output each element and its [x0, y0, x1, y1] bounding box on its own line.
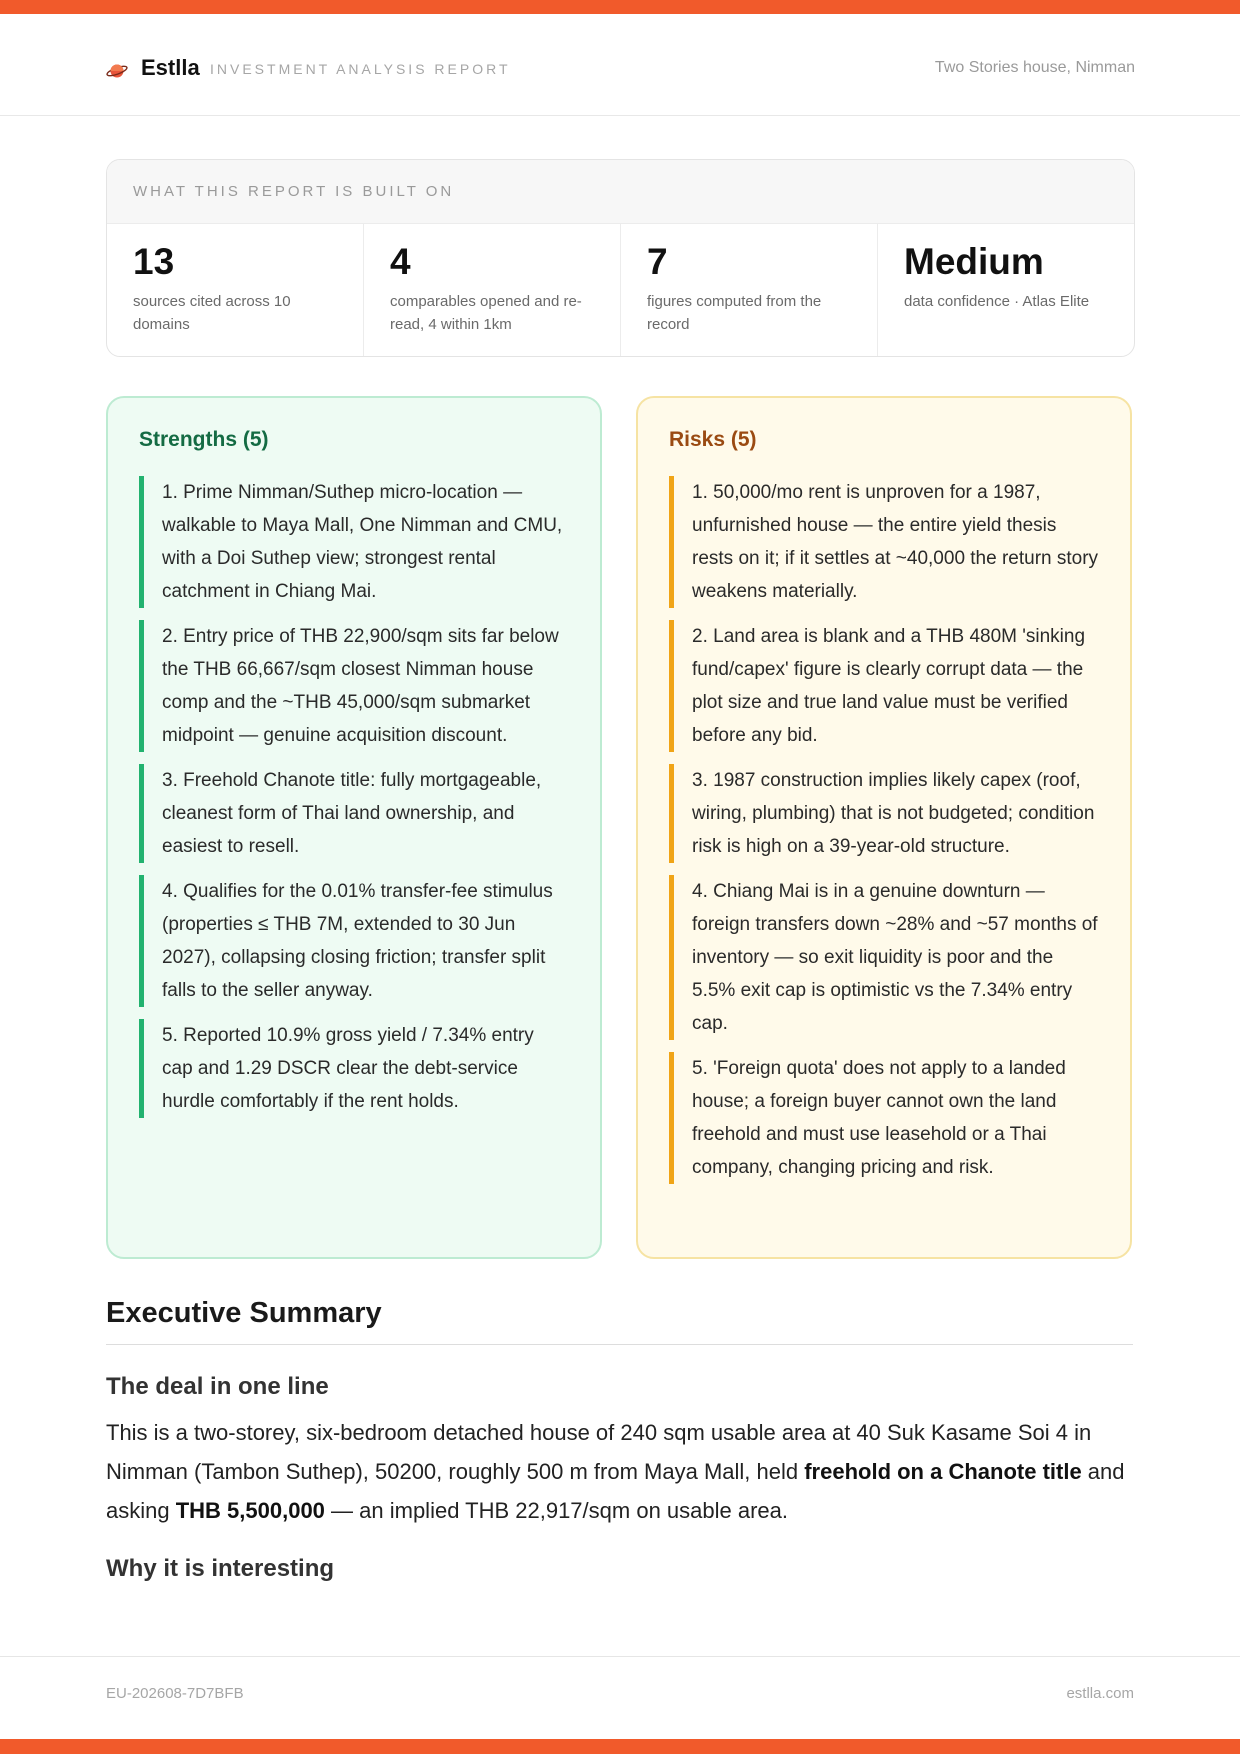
- property-name: Two Stories house, Nimman: [934, 59, 1135, 76]
- risk-item: 1. 50,000/mo rent is unproven for a 1987, unfurnished house — the entire yield thesis rests on it; if it settles at ~40,000 the return story weakens materially.: [669, 476, 1099, 608]
- report-header: [0, 14, 1240, 116]
- deal-text: — an implied THB 22,917/sqm on usable area.: [324, 1498, 788, 1523]
- document-type: INVESTMENT ANALYSIS REPORT: [210, 61, 511, 77]
- executive-summary-heading: Executive Summary: [106, 1297, 382, 1329]
- stat-figures: [621, 224, 878, 356]
- risk-item: 2. Land area is blank and a THB 480M 'sinking fund/capex' figure is clearly corrupt data — the plot size and true land value must be verified before any bid.: [669, 620, 1099, 752]
- risks-panel: [636, 396, 1132, 1259]
- strength-item: 5. Reported 10.9% gross yield / 7.34% entry cap and 1.29 DSCR clear the debt-service hurdle comfortably if the rent holds.: [139, 1019, 569, 1118]
- strengths-panel: [106, 396, 602, 1259]
- planet-icon: [106, 60, 128, 82]
- stat-value: 13: [133, 241, 175, 282]
- strength-item: 1. Prime Nimman/Suthep micro-location — walkable to Maya Mall, One Nimman and CMU, with a Doi Suthep view; strongest rental catchment in Chiang Mai.: [139, 476, 569, 608]
- basis-stats: [107, 224, 1134, 356]
- stat-value: 4: [390, 241, 411, 282]
- top-accent-bar: [0, 0, 1240, 14]
- stat-caption: sources cited across 10 domains: [133, 293, 291, 333]
- basis-header: [107, 160, 1134, 224]
- deal-asking-price: THB 5,500,000: [175, 1498, 325, 1523]
- bottom-accent-bar: [0, 1739, 1240, 1754]
- basis-title: WHAT THIS REPORT IS BUILT ON: [133, 183, 455, 200]
- risk-item: 4. Chiang Mai is in a genuine downturn — foreign transfers down ~28% and ~57 months of inventory — so exit liquidity is poor and the 5.5% exit cap is optimistic vs the 7.34% entry cap.: [669, 875, 1099, 1040]
- strength-item: 4. Qualifies for the 0.01% transfer-fee stimulus (properties ≤ THB 7M, extended to 30 Jun 2027), collapsing closing friction; transfer split falls to the seller anyway.: [139, 875, 569, 1007]
- deal-text: and asking: [106, 1459, 1125, 1523]
- strengths-list: [139, 476, 569, 1130]
- why-interesting-heading: Why it is interesting: [106, 1555, 335, 1582]
- stat-comparables: [364, 224, 621, 356]
- deal-text: This is a two-storey, six-bedroom detached house of 240 sqm usable area at 40 Suk Kasame Soi 4 in Nimman (Tambon Suthep), 50200, roughly 500 m from Maya Mall, held: [106, 1420, 1092, 1484]
- deal-heading: The deal in one line: [106, 1373, 329, 1400]
- brand-name: Estlla: [141, 55, 200, 80]
- strengths-title: Strengths (5): [139, 428, 269, 451]
- stat-caption: figures computed from the record: [647, 293, 822, 333]
- risks-list: [669, 476, 1099, 1196]
- footer-divider: [0, 1656, 1240, 1657]
- document-id: EU-202608-7D7BFB: [106, 1685, 244, 1702]
- stat-sources: [107, 224, 364, 356]
- stat-value: Medium: [904, 241, 1044, 282]
- stat-confidence: [878, 224, 1134, 356]
- stat-value: 7: [647, 241, 668, 282]
- risks-title: Risks (5): [669, 428, 757, 451]
- risk-item: 5. 'Foreign quota' does not apply to a landed house; a foreign buyer cannot own the land freehold and must use leasehold or a Thai company, changing pricing and risk.: [669, 1052, 1099, 1184]
- deal-title-type: freehold on a Chanote title: [804, 1459, 1082, 1484]
- report-basis-card: [106, 159, 1135, 357]
- stat-caption: comparables opened and re-read, 4 within 1km: [390, 293, 582, 333]
- strength-item: 3. Freehold Chanote title: fully mortgageable, cleanest form of Thai land ownership, and easiest to resell.: [139, 764, 569, 863]
- risk-item: 3. 1987 construction implies likely capex (roof, wiring, plumbing) that is not budgeted; condition risk is high on a 39-year-old structure.: [669, 764, 1099, 863]
- strength-item: 2. Entry price of THB 22,900/sqm sits far below the THB 66,667/sqm closest Nimman house comp and the ~THB 45,000/sqm submarket midpoint — genuine acquisition discount.: [139, 620, 569, 752]
- stat-caption: data confidence · Atlas Elite: [904, 293, 1090, 310]
- deal-summary: [106, 1413, 1136, 1530]
- website-url: estlla.com: [1066, 1685, 1134, 1702]
- section-divider: [106, 1344, 1133, 1345]
